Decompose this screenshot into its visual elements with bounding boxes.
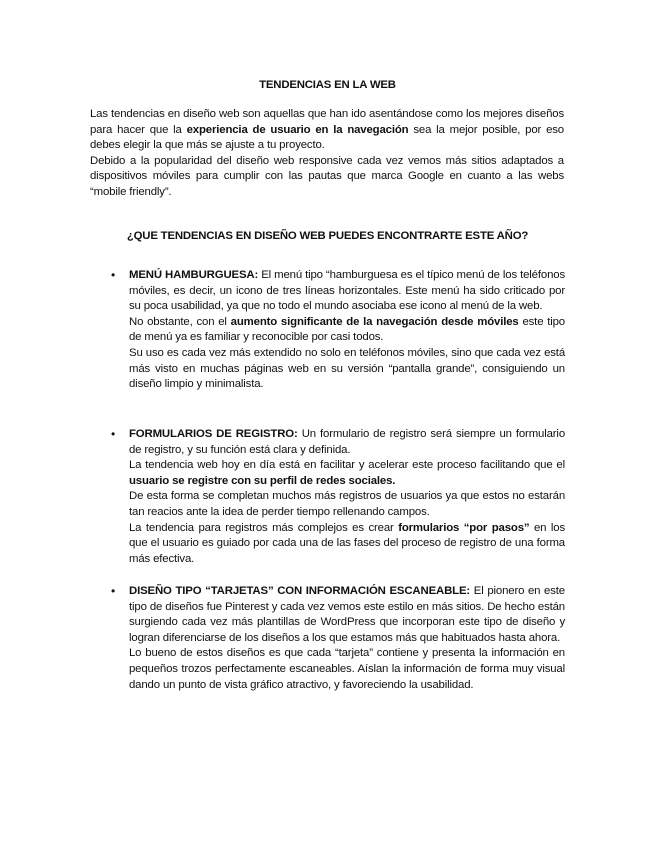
- item-paragraph: Su uso es cada vez más extendido no solo en teléfonos móviles, sino que cada vez está más visto en muchas páginas web en su versión “pantalla grande”, consiguiendo un diseño limpio y minimalista.: [129, 346, 565, 391]
- bullet-icon: •: [111, 584, 116, 598]
- item-emphasis: formularios “por pasos”: [398, 521, 530, 534]
- intro-emphasis: experiencia de usuario en la navegación: [186, 123, 409, 136]
- item-heading: FORMULARIOS DE REGISTRO:: [129, 428, 298, 440]
- list-item-menu-hamburguesa: [111, 268, 565, 393]
- item-paragraph: [129, 458, 565, 489]
- item-heading: DISEÑO TIPO “TARJETAS” CON INFORMACIÓN ESCANEABLE:: [129, 585, 471, 597]
- item-paragraph: Lo bueno de estos diseños es que cada “tarjeta” contiene y presenta la información en pequeños trozos perfectamente escaneables. Aíslan la información de forma muy visual dando un punto de vista gráfico atractivo, y favoreciendo la usabilidad.: [129, 647, 565, 691]
- list-item-formularios-registro: [111, 427, 565, 567]
- item-text: El pionero en este tipo de diseños fue Pinterest y cada vez vemos este estilo en más sitios. De hecho están surgiendo cada vez más plantillas de WordPress que incorporan este tipo de diseño y logran diferenciarse de los diseños a los que estamos más que habituados hasta ahora.: [129, 585, 565, 644]
- page-title: TENDENCIAS EN LA WEB: [259, 79, 396, 91]
- intro-text: Las tendencias en diseño web son aquellas que han ido asentándose como los mejores diseños para hacer que la: [90, 108, 564, 136]
- item-text: El menú tipo “hamburguesa es el típico menú de los teléfonos móviles, es decir, un icono de tres líneas horizontales. Este menú ha sido criticado por su poca usabilidad, ya que no todo el mundo asociaba ese icono al menú de la web.: [129, 269, 565, 313]
- intro-section: [90, 107, 564, 201]
- item-text: en los que el usuario es guiado por cada una de las fases del proceso de registro de una forma más efectiva.: [129, 521, 565, 565]
- section-subtitle: ¿QUE TENDENCIAS EN DISEÑO WEB PUEDES ENCONTRARTE ESTE AÑO?: [126, 230, 529, 242]
- item-paragraph: [129, 584, 565, 646]
- item-text: Un formulario de registro será siempre un formulario de registro, y su función está clara y definida.: [129, 428, 565, 456]
- item-paragraph: [129, 521, 565, 568]
- item-text: No obstante, con el: [129, 315, 231, 328]
- item-paragraph: [129, 427, 565, 458]
- bullet-icon: •: [111, 268, 116, 282]
- item-heading: MENÚ HAMBURGUESA:: [129, 269, 259, 281]
- item-emphasis: aumento significante de la navegación desde móviles: [230, 315, 519, 328]
- intro-paragraph-1: [90, 107, 564, 154]
- intro-text: sea la mejor posible, por eso debes elegir la que más se ajuste a tu proyecto.: [90, 123, 564, 152]
- item-paragraph: [129, 315, 565, 346]
- item-paragraph: [129, 268, 565, 315]
- intro-paragraph-2: Debido a la popularidad del diseño web responsive cada vez vemos más sitios adaptados a dispositivos móviles para cumplir con las pautas que marca Google en cuanto a las webs “mobile friendly”.: [90, 154, 564, 198]
- item-text: La tendencia para registros más complejos es crear: [129, 521, 399, 534]
- list-item-diseno-tarjetas: [111, 584, 565, 693]
- item-text: La tendencia web hoy en día está en facilitar y acelerar este proceso facilitando que el: [129, 459, 565, 472]
- bullet-icon: •: [111, 427, 116, 441]
- item-emphasis: usuario se registre con su perfil de redes sociales.: [129, 474, 396, 487]
- item-text: este tipo de menú ya es familiar y reconocible por casi todos.: [129, 315, 565, 344]
- item-paragraph: De esta forma se completan muchos más registros de usuarios ya que estos no estarán tan reacios ante la idea de perder tiempo rellenando campos.: [129, 490, 565, 518]
